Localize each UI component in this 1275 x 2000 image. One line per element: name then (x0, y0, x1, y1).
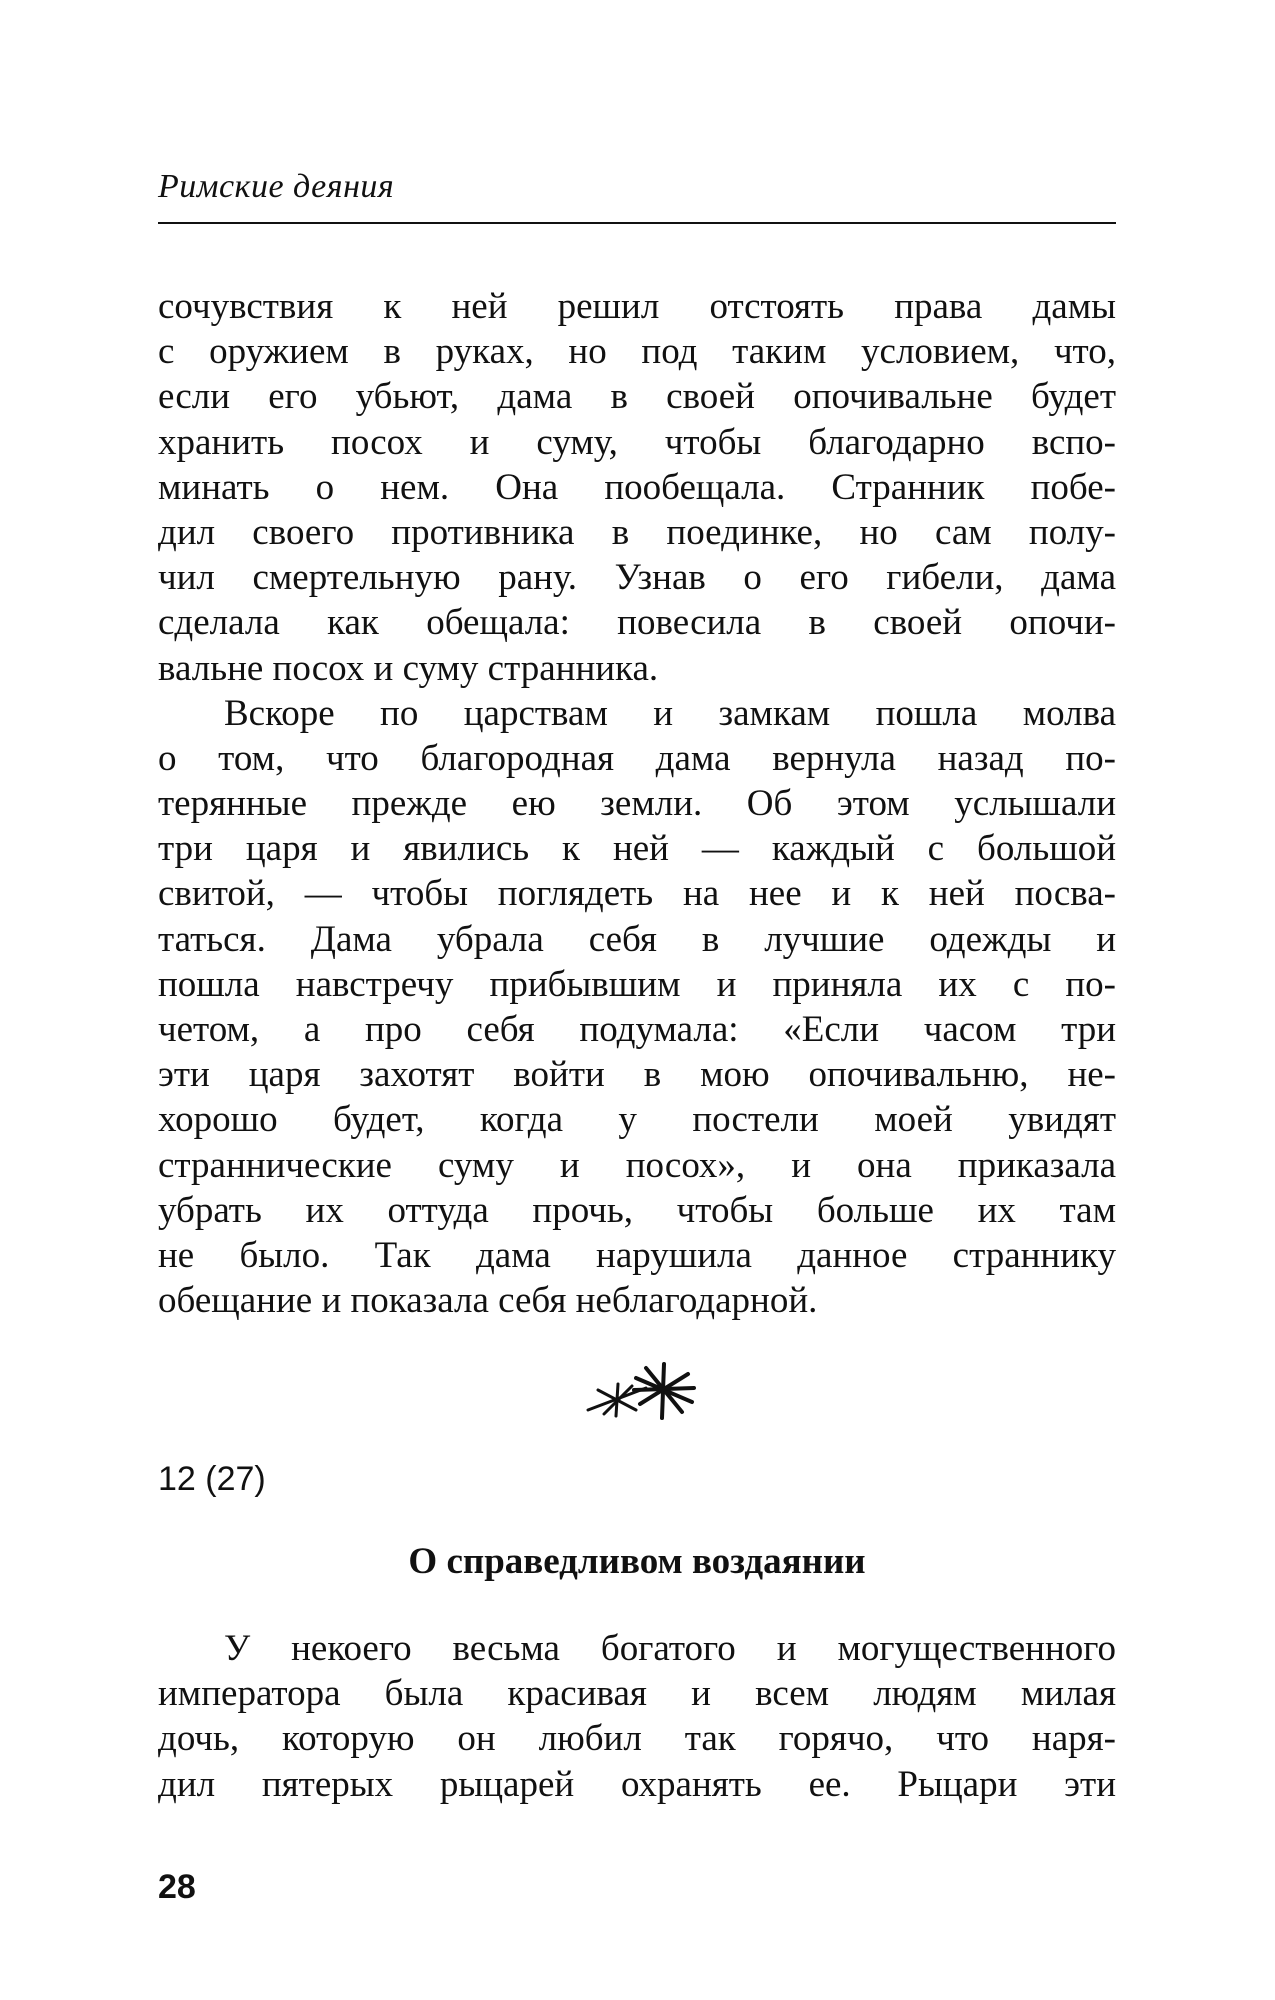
text-line: убрать их оттуда прочь, чтобы больше их там (158, 1189, 1116, 1231)
text-line: если его убьют, дама в своей опочивальне будет (158, 376, 1116, 418)
text-line: дил пятерых рыцарей охранять ее. Рыцари эти (158, 1763, 1116, 1805)
paragraph-3 (158, 1626, 1116, 1807)
text-line: хорошо будет, когда у постели моей увидят (158, 1099, 1116, 1141)
text-line: страннические суму и посох», и она приказала (158, 1144, 1116, 1186)
running-head: Римские деяния (158, 168, 395, 205)
text-line: сделала как обещала: повесила в своей опочи- (158, 602, 1116, 644)
text-line: хранить посох и суму, чтобы благодарно вспо- (158, 421, 1116, 463)
text-line: с оружием в руках, но под таким условием, что, (158, 331, 1116, 373)
paragraph-2 (158, 691, 1116, 1324)
book-page (158, 0, 1116, 2000)
text-line: терянные прежде ею земли. Об этом услышали (158, 783, 1116, 825)
page-number: 28 (158, 1868, 196, 1906)
text-line: дочь, которую он любил так горячо, что наря- (158, 1718, 1116, 1760)
text-line: обещание и показала себя неблагодарной. (158, 1280, 818, 1322)
text-line: пошла навстречу прибывшим и приняла их с по- (158, 963, 1116, 1005)
text-line: четом, а про себя подумала: «Если часом три (158, 1009, 1116, 1050)
text-line: императора была красивая и всем людям милая (158, 1673, 1116, 1715)
paragraph-1 (158, 284, 1116, 691)
text-line: У некоего весьма богатого и могущественного (224, 1628, 1116, 1669)
text-line: чил смертельную рану. Узнав о его гибели, дама (158, 557, 1116, 599)
text-line: дил своего противника в поединке, но сам полу- (158, 511, 1116, 553)
chapter-number: 12 (27) (158, 1460, 266, 1498)
text-line: сочувствия к ней решил отстоять права дамы (158, 286, 1116, 327)
text-line: не было. Так дама нарушила данное страннику (158, 1234, 1116, 1276)
text-line: свитой, — чтобы поглядеть на нее и к ней посва- (158, 873, 1116, 915)
text-line: минать о нем. Она пообещала. Странник побе- (158, 466, 1116, 508)
header-rule (158, 222, 1116, 224)
body-text-top (158, 284, 1116, 1323)
star-ornament-icon (574, 1358, 704, 1428)
text-line: Вскоре по царствам и замкам пошла молва (224, 692, 1116, 734)
chapter-title: О справедливом воздаянии (408, 1541, 866, 1582)
body-text-bottom (158, 1626, 1116, 1807)
text-line: о том, что благородная дама вернула назад по- (158, 737, 1116, 779)
text-line: вальне посох и суму странника. (158, 647, 659, 689)
text-line: эти царя захотят войти в мою опочивальню, не- (158, 1054, 1116, 1096)
text-line: три царя и явились к ней — каждый с большой (158, 828, 1116, 870)
text-line: таться. Дама убрала себя в лучшие одежды и (158, 918, 1116, 960)
